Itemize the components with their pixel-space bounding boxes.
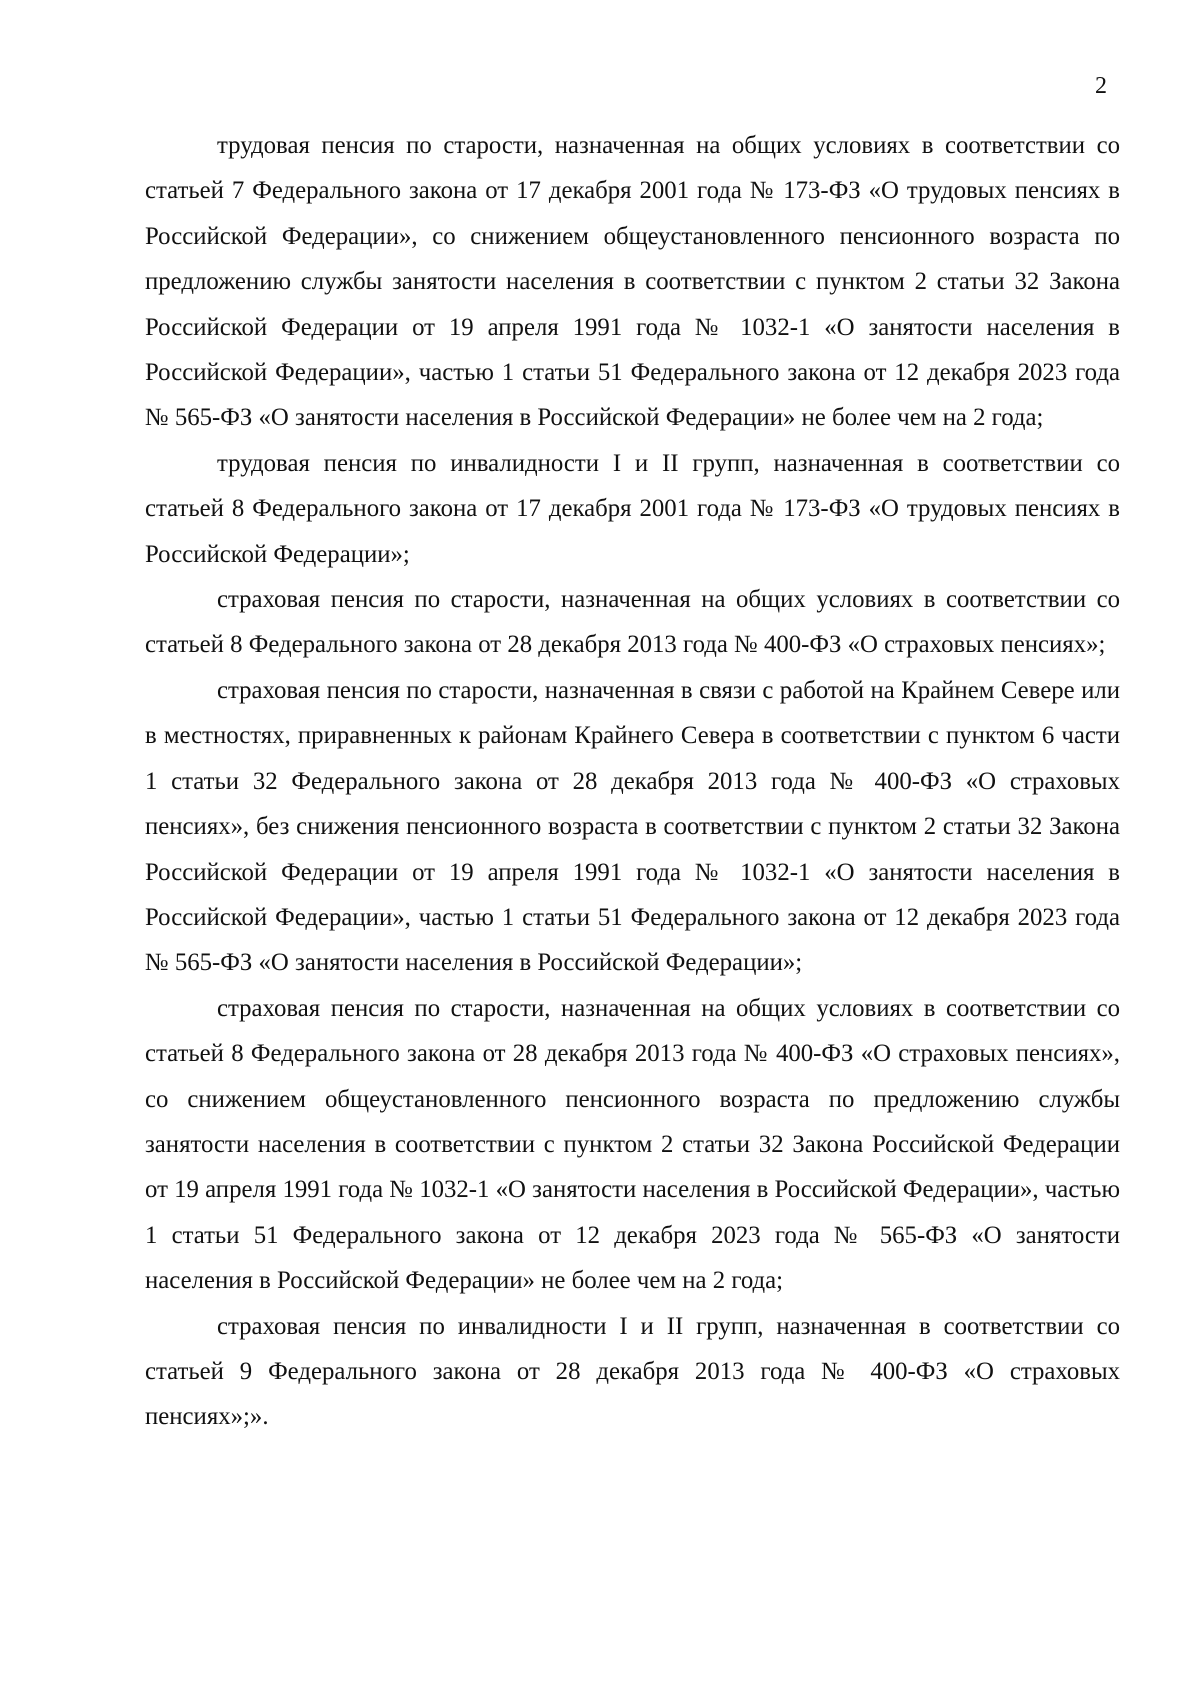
paragraph-insurance-pension-disability: страховая пенсия по инвалидности I и II групп, назначенная в соответствии со статьей 9 Федерального закона от 28 декабря 2013 года № 400-ФЗ «О страховых пенсиях»;». xyxy=(145,1312,1120,1431)
paragraph-insurance-pension-reduced-age: страховая пенсия по старости, назначенная на общих условиях в соответствии со статьей 8 Федерального закона от 28 декабря 2013 года № 400-ФЗ «О страховых пенсиях», со снижением общеустановленного пенсионного возраста по предложению службы занятости населения в соответствии с пунктом 2 статьи 32 Закона Российской Федерации от 19 апреля 1991 года № 1032-1 «О занятости населения в Российской Федерации», частью 1 статьи 51 Федерального закона от 12 декабря 2023 года № 565-ФЗ «О занятости населения в Российской Федерации» не более чем на 2 года; xyxy=(145,994,1120,1295)
page-number: 2 xyxy=(1095,73,1107,99)
document-body xyxy=(145,123,1120,1440)
paragraph-labor-pension-old-age: трудовая пенсия по старости, назначенная на общих условиях в соответствии со статьей 7 Федерального закона от 17 декабря 2001 года № 173-ФЗ «О трудовых пенсиях в Российской Федерации», со снижением общеустановленного пенсионного возраста по предложению службы занятости населения в соответствии с пунктом 2 статьи 32 Закона Российской Федерации от 19 апреля 1991 года № 1032-1 «О занятости населения в Российской Федерации», частью 1 статьи 51 Федерального закона от 12 декабря 2023 года № 565-ФЗ «О занятости населения в Российской Федерации» не более чем на 2 года; xyxy=(145,132,1120,432)
paragraph-insurance-pension-far-north: страховая пенсия по старости, назначенная в связи с работой на Крайнем Севере или в местностях, приравненных к районам Крайнего Севера в соответствии с пунктом 6 части 1 статьи 32 Федерального закона от 28 декабря 2013 года № 400-ФЗ «О страховых пенсиях», без снижения пенсионного возраста в соответствии с пунктом 2 статьи 32 Закона Российской Федерации от 19 апреля 1991 года № 1032-1 «О занятости населения в Российской Федерации», частью 1 статьи 51 Федерального закона от 12 декабря 2023 года № 565-ФЗ «О занятости населения в Российской Федерации»; xyxy=(145,676,1120,977)
paragraph-labor-pension-disability: трудовая пенсия по инвалидности I и II групп, назначенная в соответствии со статьей 8 Федерального закона от 17 декабря 2001 года № 173-ФЗ «О трудовых пенсиях в Российской Федерации»; xyxy=(145,449,1120,568)
paragraph-insurance-pension-general: страховая пенсия по старости, назначенная на общих условиях в соответствии со статьей 8 Федерального закона от 28 декабря 2013 года № 400-ФЗ «О страховых пенсиях»; xyxy=(145,586,1120,659)
